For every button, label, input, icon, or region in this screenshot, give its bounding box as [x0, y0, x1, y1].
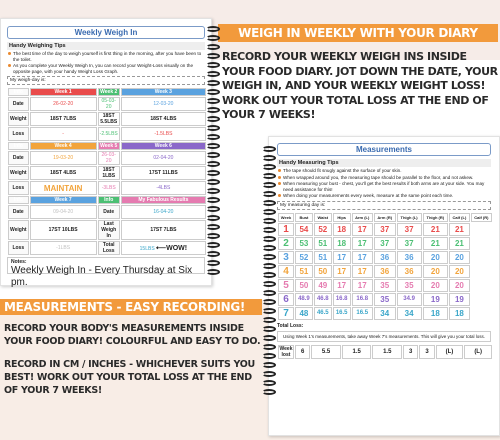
total-loss-label: Total Loss: [98, 241, 120, 255]
date-cell: 05-03-20: [98, 97, 120, 111]
weight-cell: 17ST 10LBS: [30, 220, 97, 240]
weigh-in-table: [7, 87, 207, 256]
notes-label: Notes:: [11, 259, 27, 266]
row-label-weight: Weight: [8, 112, 29, 126]
loss-cell: -3LBS: [98, 181, 120, 195]
measure-cell: 17: [352, 265, 373, 278]
measure-cell: 18: [449, 307, 470, 320]
total-loss-row: [277, 344, 493, 360]
results-header: My Fabulous Results: [121, 196, 206, 204]
table-row: [278, 293, 492, 306]
week-header: Week 1: [30, 88, 97, 96]
measurements-table: [277, 212, 493, 321]
tip: The best time of the day to weigh yourself is first thing in the morning, after you have been to the toilet.: [7, 51, 205, 62]
lost-cell: (L): [464, 345, 492, 359]
week-header: Week 2: [98, 88, 120, 96]
lost-cell: 3: [403, 345, 418, 359]
measure-cell: 37: [374, 223, 396, 236]
measure-cell: 52: [314, 223, 332, 236]
tip: As you complete your Weekly Weigh In, you can record your Weight-Loss visually on the opposite page, with your handy Weight Loss Graph.: [7, 63, 205, 74]
measure-cell: 17: [333, 251, 351, 264]
measure-cell: 21: [423, 237, 449, 250]
weight-cell: 18ST 4LBS: [30, 166, 97, 180]
measure-cell: 17: [352, 251, 373, 264]
measure-cell: 36: [397, 265, 422, 278]
tip: When wrapped around you, the measuring tape should be parallel to the floor, and not askew.: [277, 175, 491, 181]
weigh-day-field: My weigh-day is:: [7, 76, 205, 85]
row-label-info: Info: [8, 142, 29, 150]
measure-header: Calf (L): [449, 213, 470, 222]
measure-cell: 17: [333, 279, 351, 292]
loss-cell: -1.5LBS: [121, 127, 206, 141]
lost-cell: 5.5: [311, 345, 341, 359]
measure-cell: 34.9: [397, 293, 422, 306]
tips-heading: Handy Weighing Tips: [7, 42, 205, 50]
measure-header: Hips: [333, 213, 351, 222]
measure-cell: 20: [423, 279, 449, 292]
measure-cell: 36: [374, 265, 396, 278]
date-cell: 26-03-20: [98, 151, 120, 165]
week-number: 5: [278, 279, 294, 292]
row-label-info: Info: [98, 196, 120, 204]
measure-cell: 17: [352, 237, 373, 250]
measure-cell: 48.9: [295, 293, 313, 306]
measure-cell: 20: [449, 279, 470, 292]
measure-header: Arm (L): [352, 213, 373, 222]
tips-heading: Handy Measuring Tips: [277, 159, 491, 167]
lost-cell: 1.5: [342, 345, 372, 359]
week-header: Week 3: [121, 88, 206, 96]
measure-cell: 51: [295, 265, 313, 278]
weight-cell: 17ST 11LBS: [121, 166, 206, 180]
measure-cell: 20: [449, 251, 470, 264]
measure-cell: 17: [333, 265, 351, 278]
measure-cell: 37: [374, 237, 396, 250]
measure-cell: 52: [295, 251, 313, 264]
copy-measurements: [4, 322, 268, 407]
week-number: 7: [278, 307, 294, 320]
tip: When measuring your bust - chest, you'll get the best results if both arms are at your side. You may need assistance for this!: [277, 181, 491, 192]
week-header: Week 7: [30, 196, 97, 204]
weight-cell: 18ST 5.5LBS: [98, 112, 120, 126]
spiral-binding-left: [206, 26, 220, 278]
measure-header: Thigh (R): [423, 213, 449, 222]
headline-weigh-in: WEIGH IN WEEKLY WITH YOUR DIARY: [218, 24, 498, 42]
week-header: Week 4: [30, 142, 97, 150]
measure-cell: 21: [449, 237, 470, 250]
measure-cell: 19: [449, 293, 470, 306]
wow-arrow: ⟵: [156, 245, 167, 253]
measure-cell: 18: [423, 307, 449, 320]
table-row: [278, 307, 492, 320]
table-row: [278, 279, 492, 292]
row-label-weight: Weight: [8, 166, 29, 180]
results-date: 16-04-20: [121, 205, 206, 219]
measure-cell: 46.5: [314, 307, 332, 320]
headline-measurements: MEASUREMENTS - EASY RECORDING!: [0, 299, 262, 315]
measure-cell: 49: [314, 279, 332, 292]
notes-text: Weekly Weigh In - Every Thursday at Six pm.: [11, 265, 193, 289]
row-label-date: Date: [98, 205, 120, 219]
loss-cell: -: [30, 127, 97, 141]
measure-cell: 35: [397, 279, 422, 292]
measure-cell: 17: [352, 279, 373, 292]
measure-cell: 17: [352, 223, 373, 236]
measure-cell: 20: [423, 251, 449, 264]
measure-header: Calf (R): [471, 213, 492, 222]
date-cell: 09-04-20: [30, 205, 97, 219]
week-number: 6: [278, 293, 294, 306]
measure-cell: 35: [374, 279, 396, 292]
date-cell: 02-04-20: [121, 151, 206, 165]
row-label-loss: Loss: [8, 241, 29, 255]
measure-header: Bust: [295, 213, 313, 222]
row-label-info: Info: [8, 196, 29, 204]
measure-header: Thigh (L): [397, 213, 422, 222]
page-title: Measurements: [277, 143, 491, 156]
measure-header: Week: [278, 213, 294, 222]
weight-cell: 18ST 1LBS: [98, 166, 120, 180]
loss-cell: MAINTAIN: [30, 181, 97, 195]
measure-cell: 18: [333, 237, 351, 250]
measure-cell: 46.8: [314, 293, 332, 306]
week-header: Week 6: [121, 142, 206, 150]
week-number: 2: [278, 237, 294, 250]
row-label-date: Date: [8, 151, 29, 165]
week-number: 4: [278, 265, 294, 278]
lost-cell: (L): [436, 345, 464, 359]
page-title: Weekly Weigh In: [7, 26, 205, 39]
measure-day-field: My measuring day is:: [277, 201, 491, 210]
date-cell: 19-03-20: [30, 151, 97, 165]
last-weight-cell: 17ST 7LBS: [121, 220, 206, 240]
row-label-weight: Weight: [8, 220, 29, 240]
copy-weigh-in: RECORD YOUR WEEKLY WEIGH INS INSIDE YOUR FOOD DIARY. JOT DOWN THE DATE, YOUR WEIGH IN, AND YOUR WEEKLY WEIGHT LOSS! WORK OUT YOUR TOTAL LOSS AT THE END OF YOUR 7 WEEKS!: [222, 50, 498, 121]
measure-cell: 16.5: [333, 307, 351, 320]
loss-cell: -4LBS: [121, 181, 206, 195]
measure-cell: 16.5: [352, 307, 373, 320]
table-row: [278, 251, 492, 264]
measure-cell: 20: [449, 265, 470, 278]
measure-cell: 51: [314, 237, 332, 250]
weigh-in-page: [0, 18, 212, 289]
copy-measurements-2: RECORD IN CM / INCHES - WHICHEVER SUITS YOU BEST! WORK OUT YOUR TOTAL LOSS AT THE END OF YOUR 7 WEEKS!: [4, 359, 255, 396]
measure-cell: 54: [295, 223, 313, 236]
table-row: [278, 265, 492, 278]
total-loss-note: Using Week 1's measurements, take away Week 7's measurements. This will give you your total loss.: [277, 331, 491, 342]
measure-cell: 19: [423, 293, 449, 306]
measure-cell: 50: [314, 265, 332, 278]
week-header: Week 5: [98, 142, 120, 150]
measure-cell: 53: [295, 237, 313, 250]
row-label-loss: Loss: [8, 127, 29, 141]
measure-header: Arm (R): [374, 213, 396, 222]
row-label-date: Date: [8, 97, 29, 111]
lost-cell: 3: [419, 345, 434, 359]
copy-measurements-1: RECORD YOUR BODY'S MEASUREMENTS INSIDE YOUR FOOD DIARY! COLOURFUL AND EASY TO DO.: [4, 323, 261, 347]
weight-cell: 18ST 4LBS: [121, 112, 206, 126]
row-label-loss: Loss: [8, 181, 29, 195]
measure-cell: 34: [397, 307, 422, 320]
measure-cell: 16.8: [333, 293, 351, 306]
total-loss-label: Total Loss:: [277, 322, 304, 329]
notes-box: [7, 257, 205, 289]
measure-cell: 21: [449, 223, 470, 236]
measure-cell: 51: [314, 251, 332, 264]
last-weigh-in-label: Last Weigh In: [98, 220, 120, 240]
measure-cell: 50: [295, 279, 313, 292]
lost-cell: 6: [295, 345, 310, 359]
measure-cell: 37: [397, 237, 422, 250]
measurements-page: [268, 136, 500, 436]
measure-cell: 35: [374, 293, 396, 306]
loss-cell: -1LBS: [30, 241, 97, 255]
lost-label: Week lost: [279, 345, 293, 358]
table-row: [278, 237, 492, 250]
measure-cell: 21: [423, 223, 449, 236]
total-loss-cell: 15LBS ⟵WOW!: [121, 241, 206, 255]
date-cell: 12-03-20: [121, 97, 206, 111]
measure-cell: 36: [374, 251, 396, 264]
spiral-binding-right: [262, 146, 276, 398]
measure-cell: 37: [397, 223, 422, 236]
weight-cell: 18ST 7LBS: [30, 112, 97, 126]
measure-header: Waist: [314, 213, 332, 222]
row-label-info: Info: [8, 88, 29, 96]
tip: When doing your measurements every week, measure at the same point each time.: [277, 193, 491, 199]
week-number: 3: [278, 251, 294, 264]
row-label-date: Date: [8, 205, 29, 219]
tip: The tape should fit snugly against the surface of your skin.: [277, 168, 491, 174]
date-cell: 26-02-20: [30, 97, 97, 111]
week-number: 1: [278, 223, 294, 236]
measure-cell: 34: [374, 307, 396, 320]
loss-cell: -2.5LBS: [98, 127, 120, 141]
measure-cell: 18: [333, 223, 351, 236]
table-row: [278, 223, 492, 236]
measure-cell: 20: [423, 265, 449, 278]
lost-cell: 1.5: [372, 345, 402, 359]
measure-cell: 36: [397, 251, 422, 264]
measure-cell: 48: [295, 307, 313, 320]
measure-cell: 16.8: [352, 293, 373, 306]
